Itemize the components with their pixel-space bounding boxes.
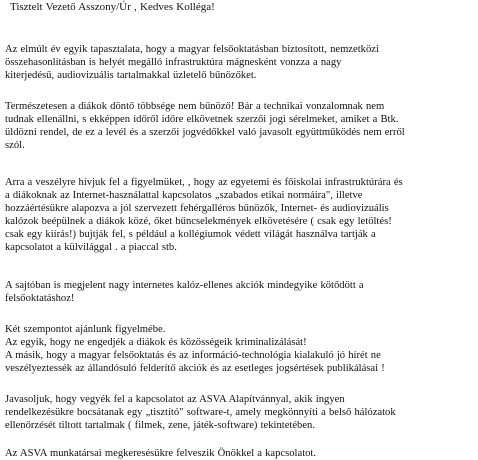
paragraph-line: kalózok beépülnek a diákok közé, őket bűncselekmények elkövetésére ( csak egy letöltés!	[5, 216, 392, 227]
paragraph-line: csak egy kiírás!) bujtják fel, s például a kollégiumok védett világát használva tartják a	[5, 229, 376, 240]
paragraph-line: rendelkezésükre bocsátanak egy „tisztító" software-t, amely megkönnyíti a belső hálózatok	[5, 407, 396, 418]
salutation: Tisztelt Vezető Asszony/Úr , Kedves Kolléga!	[10, 1, 215, 13]
paragraph-line: ellenőrzését tiltott tartalmak ( filmek, zene, játék-software) tekintetében.	[5, 420, 315, 431]
paragraph-line: A másik, hogy a magyar felsőoktatás és az információ-technológia kialakuló jó hírét ne	[5, 350, 381, 361]
paragraph-line: Az egyik, hogy ne engedjék a diákok és közösségeik kriminalizálását!	[5, 337, 307, 348]
paragraph-line: Az ASVA munkatársai megkeresésükre felveszik Önökkel a kapcsolatot.	[5, 448, 317, 459]
paragraph-line: Arra a veszélyre hívjuk fel a figyelmüket, , hogy az egyetemi és főiskolai infrastruktúrára és	[5, 177, 403, 188]
paragraph-line: szól.	[5, 140, 25, 151]
paragraph-line: Javasoljuk, hogy vegyék fel a kapcsolatot az ASVA Alapítvánnyal, akik ingyen	[5, 394, 345, 405]
paragraph-line: összehasonlításban is helyét megálló infrastruktúra mágnesként vonzza a nagy	[5, 57, 342, 68]
paragraph-line: hozzáértésükre alapozva a jól szervezett fehérgalléros bűnözők, Internet- és audiovizuális	[5, 203, 389, 214]
paragraph-line: A sajtóban is megjelent nagy internetes kalóz-ellenes akciók mindegyike kötődött a	[5, 280, 364, 291]
paragraph-line: Két szempontot ajánlunk figyelmébe.	[5, 324, 166, 335]
paragraph-line: üldözni rendel, de ez a levél és a szerzői jogvédőkkel való javasolt együttműködés nem erről	[5, 127, 405, 138]
paragraph-line: kapcsolatot a külvilággal . a piaccal stb.	[5, 242, 177, 253]
paragraph-line: Természetesen a diákok döntő többsége nem bűnöző! Bár a technikai vonzalomnak nem	[5, 101, 385, 112]
paragraph-line: Az elmúlt év egyik tapasztalata, hogy a magyar felsőoktatásban biztosított, nemzetközi	[5, 44, 379, 55]
paragraph-line: veszélyeztessék az állandósuló felderítő akciók és az esetleges jogsértések publikálásai !	[5, 363, 385, 374]
paragraph-line: felsőoktatáshoz!	[5, 293, 75, 304]
paragraph-line: kiterjedésű, audiovizuális tartalmakkal üzletelő bűnözőket.	[5, 70, 257, 81]
paragraph-line: a diákoknak az Internet-használattal kapcsolatos „szabados etikai normáira", illetve	[5, 190, 363, 201]
paragraph-line: tudnak ellenállni, s ekképpen időről időre elkövetnek szerzői jogi sérelmeket, amiket a Btk.	[5, 114, 399, 125]
